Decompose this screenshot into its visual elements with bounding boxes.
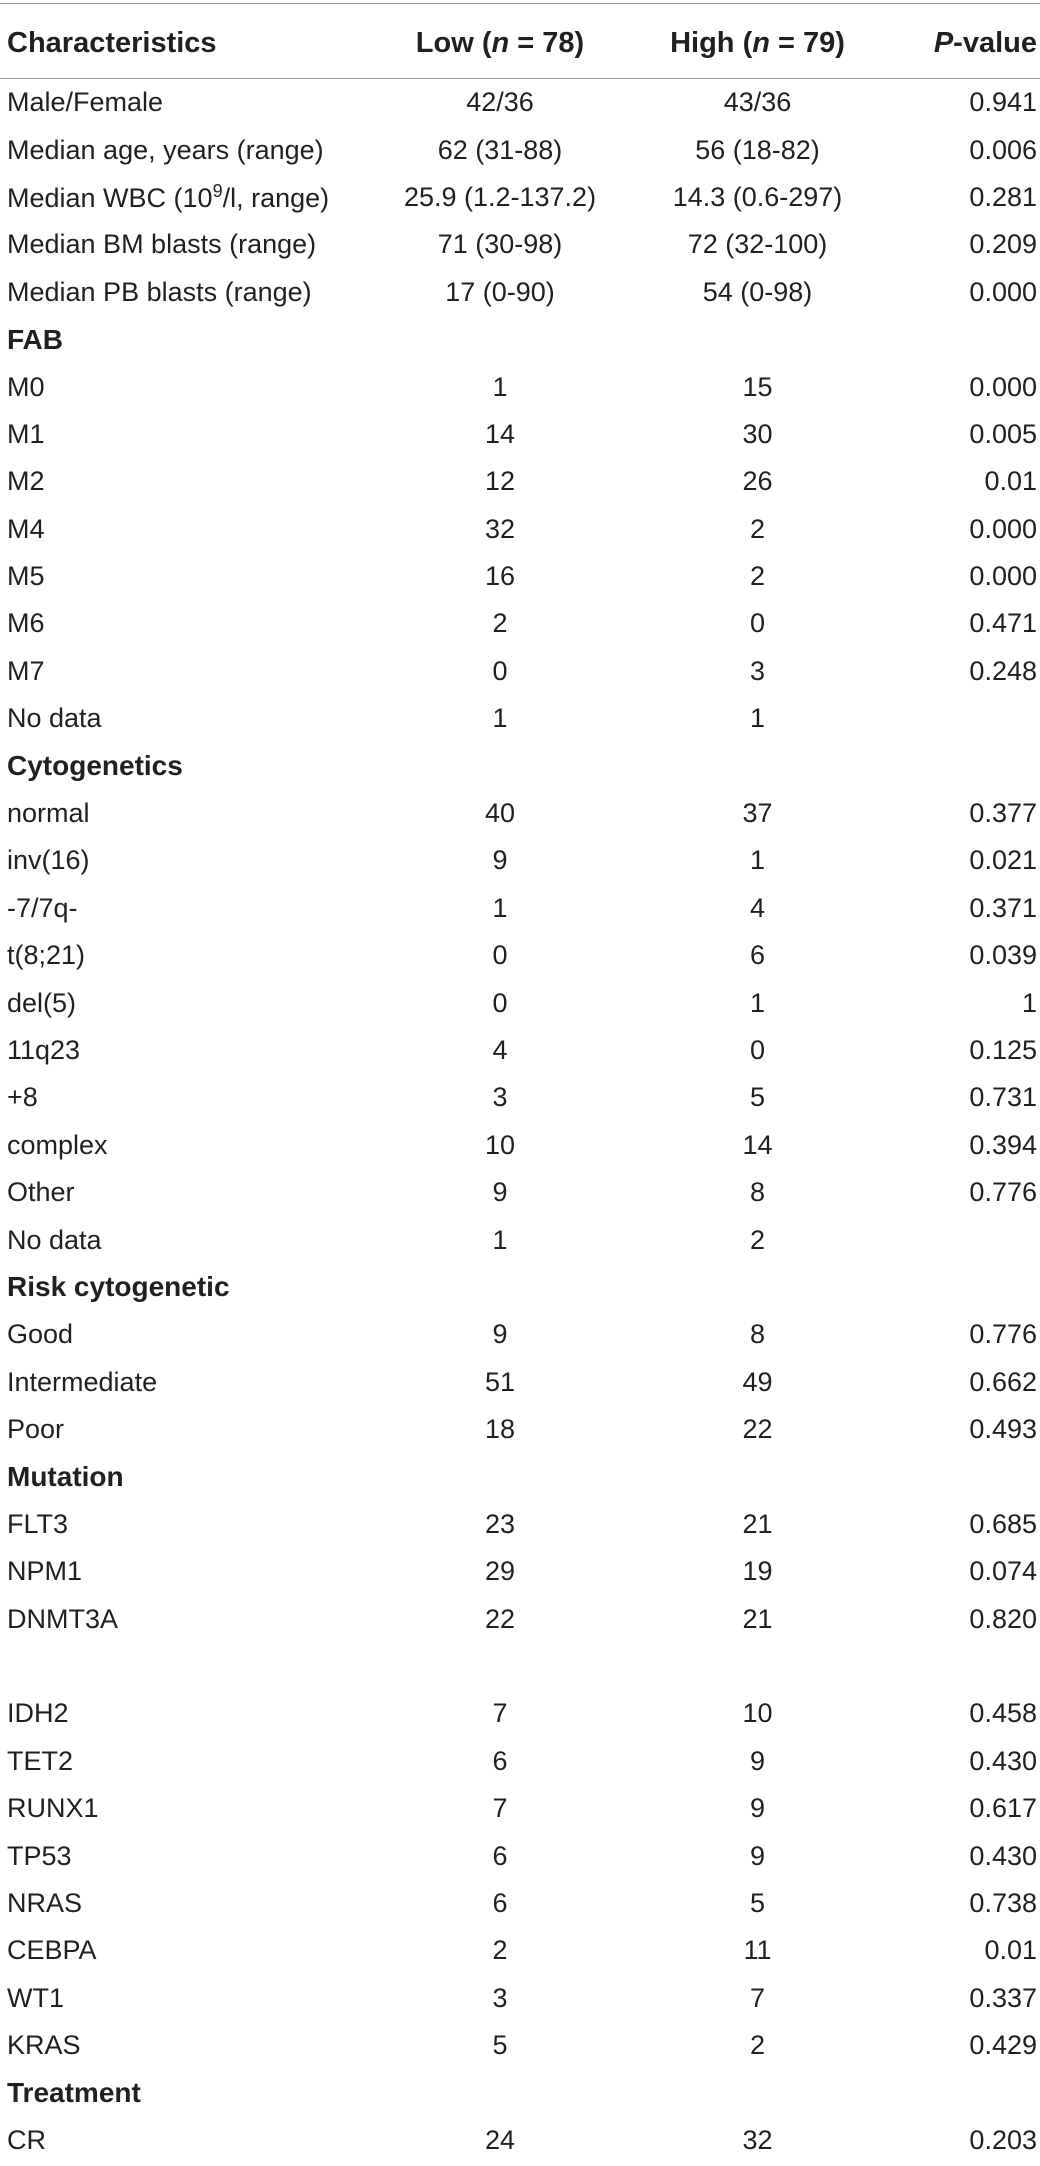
- high-value: 2: [749, 561, 766, 592]
- table-row: [0, 1975, 1040, 2022]
- row-label: Good: [7, 1319, 74, 1350]
- section-row: [0, 742, 1040, 789]
- low-value: 9: [492, 845, 508, 876]
- p-value: 0.209: [969, 229, 1037, 260]
- low-value: 17 (0-90): [445, 276, 555, 307]
- high-value: 0: [749, 1035, 766, 1065]
- low-value: 3: [492, 1982, 508, 2013]
- row-label: Median BM blasts (range): [7, 229, 317, 260]
- high-value: 10: [742, 1698, 773, 1729]
- high-value: 9: [749, 1840, 766, 1871]
- p-value: [885, 695, 1040, 742]
- table-row: [0, 411, 1040, 458]
- table-row: [0, 1027, 1040, 1074]
- p-value: 0.430: [969, 1840, 1037, 1871]
- low-value: 1: [492, 892, 508, 923]
- row-label: inv(16): [7, 845, 90, 876]
- high-value: 5: [749, 1082, 766, 1113]
- p-value: 0.000: [969, 371, 1037, 402]
- header-row: [0, 8, 1040, 79]
- p-value: 0.01: [984, 466, 1037, 497]
- p-value: 0.430: [969, 1745, 1037, 1776]
- high-value: 9: [749, 1793, 766, 1824]
- row-label: No data: [7, 703, 102, 734]
- table-row: [0, 2022, 1040, 2069]
- high-value: 3: [749, 655, 766, 686]
- section-heading: Cytogenetics: [7, 750, 183, 782]
- row-label: WT1: [7, 1982, 64, 2013]
- table-row: [0, 79, 1040, 127]
- p-value: 0.662: [969, 1366, 1037, 1397]
- low-value: 0: [492, 655, 508, 686]
- table-row: [0, 932, 1040, 979]
- p-value: 0.039: [969, 940, 1037, 971]
- header-p-value: P-value: [885, 8, 1040, 79]
- high-value: 43/36: [723, 87, 792, 118]
- row-label: CR: [7, 2124, 46, 2155]
- table-row: [0, 1501, 1040, 1548]
- section-row: [0, 2069, 1040, 2116]
- high-value: 11: [743, 1935, 772, 1966]
- row-label: Median PB blasts (range): [7, 276, 312, 307]
- header-characteristics: Characteristics: [0, 8, 370, 79]
- table-row: [0, 1216, 1040, 1263]
- row-label: del(5): [7, 987, 77, 1018]
- low-value: 0: [492, 940, 508, 971]
- p-value: 1: [1021, 987, 1037, 1018]
- low-value: 62 (31-88): [437, 134, 563, 165]
- high-value: 49: [742, 1366, 773, 1397]
- row-label: DNMT3A: [7, 1603, 119, 1634]
- row-label: Male/Female: [7, 87, 164, 118]
- row-label: RUNX1: [7, 1793, 99, 1824]
- high-value: 5: [749, 1888, 766, 1919]
- low-value: 10: [484, 1129, 516, 1160]
- p-value: 0.731: [969, 1082, 1037, 1113]
- table-row: [0, 1738, 1040, 1785]
- low-value: 42/36: [466, 87, 534, 118]
- p-value: 0.776: [969, 1177, 1037, 1208]
- table-row: [0, 1122, 1040, 1169]
- low-value: 9: [492, 1177, 508, 1208]
- high-value: 30: [742, 418, 773, 449]
- row-label: M7: [7, 655, 45, 686]
- high-value: 7: [749, 1982, 766, 2013]
- high-value: 9: [749, 1745, 766, 1776]
- p-value: 0.820: [969, 1603, 1037, 1634]
- section-heading: Treatment: [7, 2077, 141, 2109]
- header-high: High (n = 79): [630, 8, 885, 79]
- table-row: [0, 221, 1040, 268]
- high-value: 2: [749, 513, 766, 544]
- low-value: 4: [492, 1035, 508, 1065]
- p-value: 0.429: [969, 2030, 1037, 2061]
- table-row: [0, 1548, 1040, 1595]
- low-value: 1: [492, 703, 508, 734]
- high-value: 32: [742, 2124, 773, 2155]
- spacer-row: [0, 1643, 1040, 1690]
- table-row: [0, 2117, 1040, 2164]
- table-row: [0, 553, 1040, 600]
- p-value: 0.01: [984, 1935, 1037, 1966]
- table-row: [0, 979, 1040, 1026]
- high-value: 2: [749, 1224, 766, 1255]
- section-row: [0, 316, 1040, 363]
- high-value: 14.3 (0.6-297): [672, 181, 843, 212]
- low-value: 6: [492, 1745, 508, 1776]
- low-value: 51: [484, 1366, 516, 1397]
- section-heading: Risk cytogenetic: [7, 1271, 230, 1303]
- p-value: 0.248: [969, 655, 1037, 686]
- spacer-cell: [0, 1643, 1040, 1690]
- table-row: [0, 1927, 1040, 1974]
- p-value: 0.281: [969, 181, 1037, 212]
- p-value: 0.337: [969, 1982, 1037, 2013]
- row-label: TET2: [7, 1745, 74, 1776]
- low-value: 2: [492, 1935, 508, 1966]
- low-value: 16: [484, 561, 516, 592]
- low-value: 14: [484, 418, 516, 449]
- p-value: 0.685: [969, 1508, 1037, 1539]
- p-value: 0.941: [969, 87, 1037, 118]
- high-value: 56 (18-82): [695, 134, 820, 165]
- high-value: 1: [749, 987, 766, 1018]
- row-label: -7/7q-: [7, 892, 78, 923]
- p-value: 0.021: [969, 845, 1037, 876]
- section-row: [0, 1453, 1040, 1500]
- p-value: 0.617: [969, 1793, 1037, 1824]
- high-value: 72 (32-100): [687, 229, 828, 260]
- p-value: 0.493: [969, 1414, 1037, 1445]
- high-value: 21: [742, 1603, 773, 1634]
- row-label: M6: [7, 608, 45, 639]
- table-row: [0, 458, 1040, 505]
- table-row: [0, 695, 1040, 742]
- row-label: FLT3: [7, 1508, 69, 1539]
- p-value: 0.000: [969, 513, 1037, 544]
- high-value: 4: [749, 892, 766, 923]
- p-value: 0.000: [969, 276, 1037, 307]
- low-value: 24: [484, 2124, 516, 2155]
- low-value: 12: [484, 466, 516, 497]
- row-label: Median WBC ($10^9/l$, range): [7, 180, 330, 213]
- low-value: 18: [484, 1414, 516, 1445]
- high-value: 1: [749, 845, 766, 876]
- table-row: [0, 1311, 1040, 1358]
- row-label: t(8;21): [7, 940, 86, 971]
- table-row: [0, 363, 1040, 410]
- header-low: Low (n = 78): [370, 8, 630, 79]
- row-label: M2: [7, 466, 45, 497]
- high-value: 26: [742, 466, 773, 497]
- row-label: complex: [7, 1129, 108, 1160]
- section-heading: Mutation: [7, 1461, 124, 1493]
- row-label: 11q23: [7, 1035, 81, 1065]
- table-row: [0, 1074, 1040, 1121]
- high-value: 54 (0-98): [702, 276, 813, 307]
- table-row: [0, 600, 1040, 647]
- row-label: normal: [7, 798, 90, 829]
- p-value: 0.203: [969, 2124, 1037, 2155]
- low-value: 1: [492, 1224, 508, 1255]
- p-value: 0.006: [969, 134, 1037, 165]
- p-value: 0.000: [969, 561, 1037, 592]
- table-body: [0, 79, 1040, 2165]
- table-row: [0, 1169, 1040, 1216]
- table-row: [0, 837, 1040, 884]
- row-label: +8: [7, 1082, 38, 1113]
- table-row: [0, 1690, 1040, 1737]
- row-label: No data: [7, 1224, 102, 1255]
- table-row: [0, 1596, 1040, 1643]
- p-value: 0.394: [969, 1129, 1037, 1160]
- low-value: 1: [492, 371, 508, 402]
- high-value: 21: [742, 1508, 773, 1539]
- row-label: M1: [7, 418, 45, 449]
- table-row: [0, 174, 1040, 221]
- row-label: M0: [7, 371, 45, 402]
- characteristics-table: [0, 8, 1040, 2164]
- high-value: 19: [742, 1556, 773, 1587]
- table-row: [0, 1359, 1040, 1406]
- high-value: 15: [742, 371, 773, 402]
- table-row: [0, 506, 1040, 553]
- row-label: Median age, years (range): [7, 134, 324, 165]
- high-value: 8: [749, 1319, 766, 1350]
- low-value: 6: [492, 1840, 508, 1871]
- row-label: NRAS: [7, 1888, 83, 1919]
- p-value: 0.776: [969, 1319, 1037, 1350]
- p-value: 0.458: [969, 1698, 1037, 1729]
- low-value: 0: [492, 987, 508, 1018]
- low-value: 22: [484, 1603, 516, 1634]
- table-row: [0, 126, 1040, 173]
- low-value: 25.9 (1.2-137.2): [403, 181, 597, 212]
- p-value: 0.371: [969, 892, 1037, 923]
- row-label: M5: [7, 561, 45, 592]
- p-value: 0.125: [969, 1035, 1037, 1065]
- p-value: 0.738: [969, 1888, 1037, 1919]
- table-row: [0, 648, 1040, 695]
- p-value: 0.471: [969, 608, 1037, 639]
- low-value: 6: [492, 1888, 508, 1919]
- row-label: Other: [7, 1177, 75, 1208]
- low-value: 71 (30-98): [437, 229, 563, 260]
- table-row: [0, 885, 1040, 932]
- row-label: CEBPA: [7, 1935, 97, 1966]
- table-row: [0, 1880, 1040, 1927]
- low-value: 23: [484, 1508, 516, 1539]
- high-value: 0: [749, 608, 766, 639]
- low-value: 7: [492, 1793, 508, 1824]
- row-label: TP53: [7, 1840, 72, 1871]
- table-row: [0, 790, 1040, 837]
- table-row: [0, 1832, 1040, 1879]
- p-value: [885, 1216, 1040, 1263]
- low-value: 32: [484, 513, 516, 544]
- low-value: 9: [492, 1319, 508, 1350]
- section-heading: FAB: [7, 323, 63, 355]
- row-label: Poor: [7, 1414, 65, 1445]
- row-label: KRAS: [7, 2030, 81, 2061]
- high-value: 1: [749, 703, 766, 734]
- high-value: 8: [749, 1177, 766, 1208]
- row-label: M4: [7, 513, 45, 544]
- low-value: 2: [492, 608, 508, 639]
- table-row: [0, 1406, 1040, 1453]
- top-rule: [0, 3, 1040, 4]
- table-row: [0, 1785, 1040, 1832]
- low-value: 5: [492, 2030, 508, 2061]
- low-value: 3: [492, 1082, 508, 1113]
- low-value: 7: [492, 1698, 508, 1729]
- row-label: NPM1: [7, 1556, 83, 1587]
- section-row: [0, 1264, 1040, 1311]
- high-value: 37: [742, 798, 773, 829]
- low-value: 29: [484, 1556, 516, 1587]
- p-value: 0.005: [969, 418, 1037, 449]
- high-value: 2: [749, 2030, 766, 2061]
- high-value: 6: [749, 940, 766, 971]
- p-value: 0.377: [969, 798, 1037, 829]
- high-value: 22: [742, 1414, 773, 1445]
- p-value: 0.074: [969, 1556, 1037, 1587]
- table-row: [0, 269, 1040, 316]
- row-label: Intermediate: [7, 1366, 158, 1397]
- row-label: IDH2: [7, 1698, 69, 1729]
- low-value: 40: [484, 798, 516, 829]
- high-value: 14: [742, 1129, 773, 1160]
